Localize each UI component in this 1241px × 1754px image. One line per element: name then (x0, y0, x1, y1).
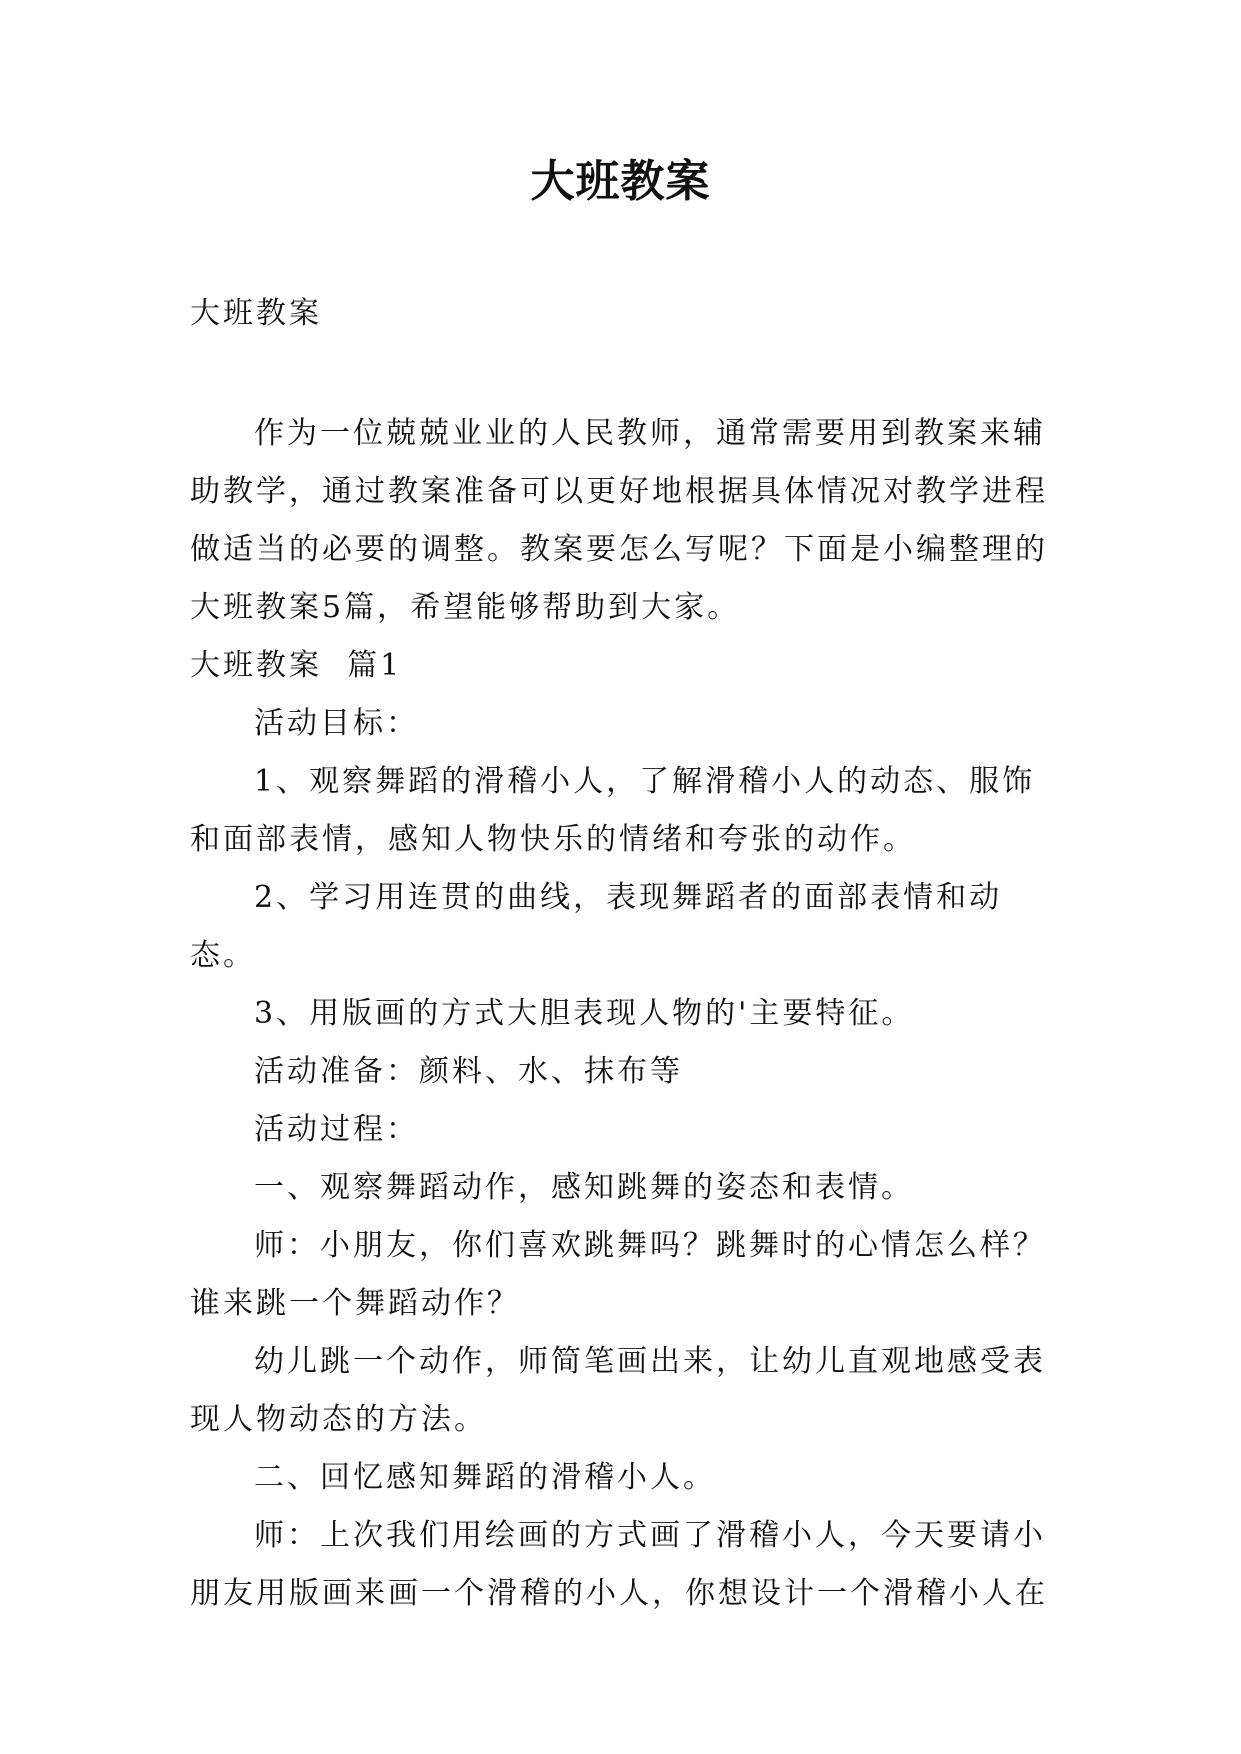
paragraph: 师：上次我们用绘画的方式画了滑稽小人，今天要请小朋友用版画来画一个滑稽的小人，你想设计一个滑稽小人在 (190, 1518, 1048, 1611)
intro-paragraph: 作为一位兢兢业业的人民教师，通常需要用到教案来辅助教学，通过教案准备可以更好地根据具体情况对教学进程做适当的必要的调整。教案要怎么写呢？下面是小编整理的大班教案5篇，希望能够帮助到大家。 (190, 416, 1048, 625)
paragraph: 活动准备：颜料、水、抹布等 (254, 1054, 683, 1089)
paragraph: 2、学习用连贯的曲线，表现舞蹈者的面部表情和动态。 (190, 880, 1003, 973)
paragraph: 幼儿跳一个动作，师简笔画出来，让幼儿直观地感受表现人物动态的方法。 (190, 1344, 1046, 1437)
section-heading: 大班教案 篇1 (190, 648, 403, 683)
document-subtitle: 大班教案 (190, 296, 322, 331)
document-body (190, 405, 1050, 1623)
paragraph: 3、用版画的方式大胆表现人物的'主要特征。 (254, 996, 915, 1031)
paragraph: 二、回忆感知舞蹈的滑稽小人。 (254, 1460, 716, 1495)
document-title: 大班教案 (530, 156, 711, 207)
paragraph: 活动过程： (254, 1112, 419, 1147)
paragraph: 1、观察舞蹈的滑稽小人，了解滑稽小人的动态、服饰和面部表情，感知人物快乐的情绪和夸张的动作。 (190, 764, 1036, 857)
paragraph: 一、观察舞蹈动作，感知跳舞的姿态和表情。 (254, 1170, 914, 1205)
paragraph: 活动目标： (254, 706, 419, 741)
paragraph: 师：小朋友，你们喜欢跳舞吗？跳舞时的心情怎么样？谁来跳一个舞蹈动作？ (190, 1228, 1046, 1321)
